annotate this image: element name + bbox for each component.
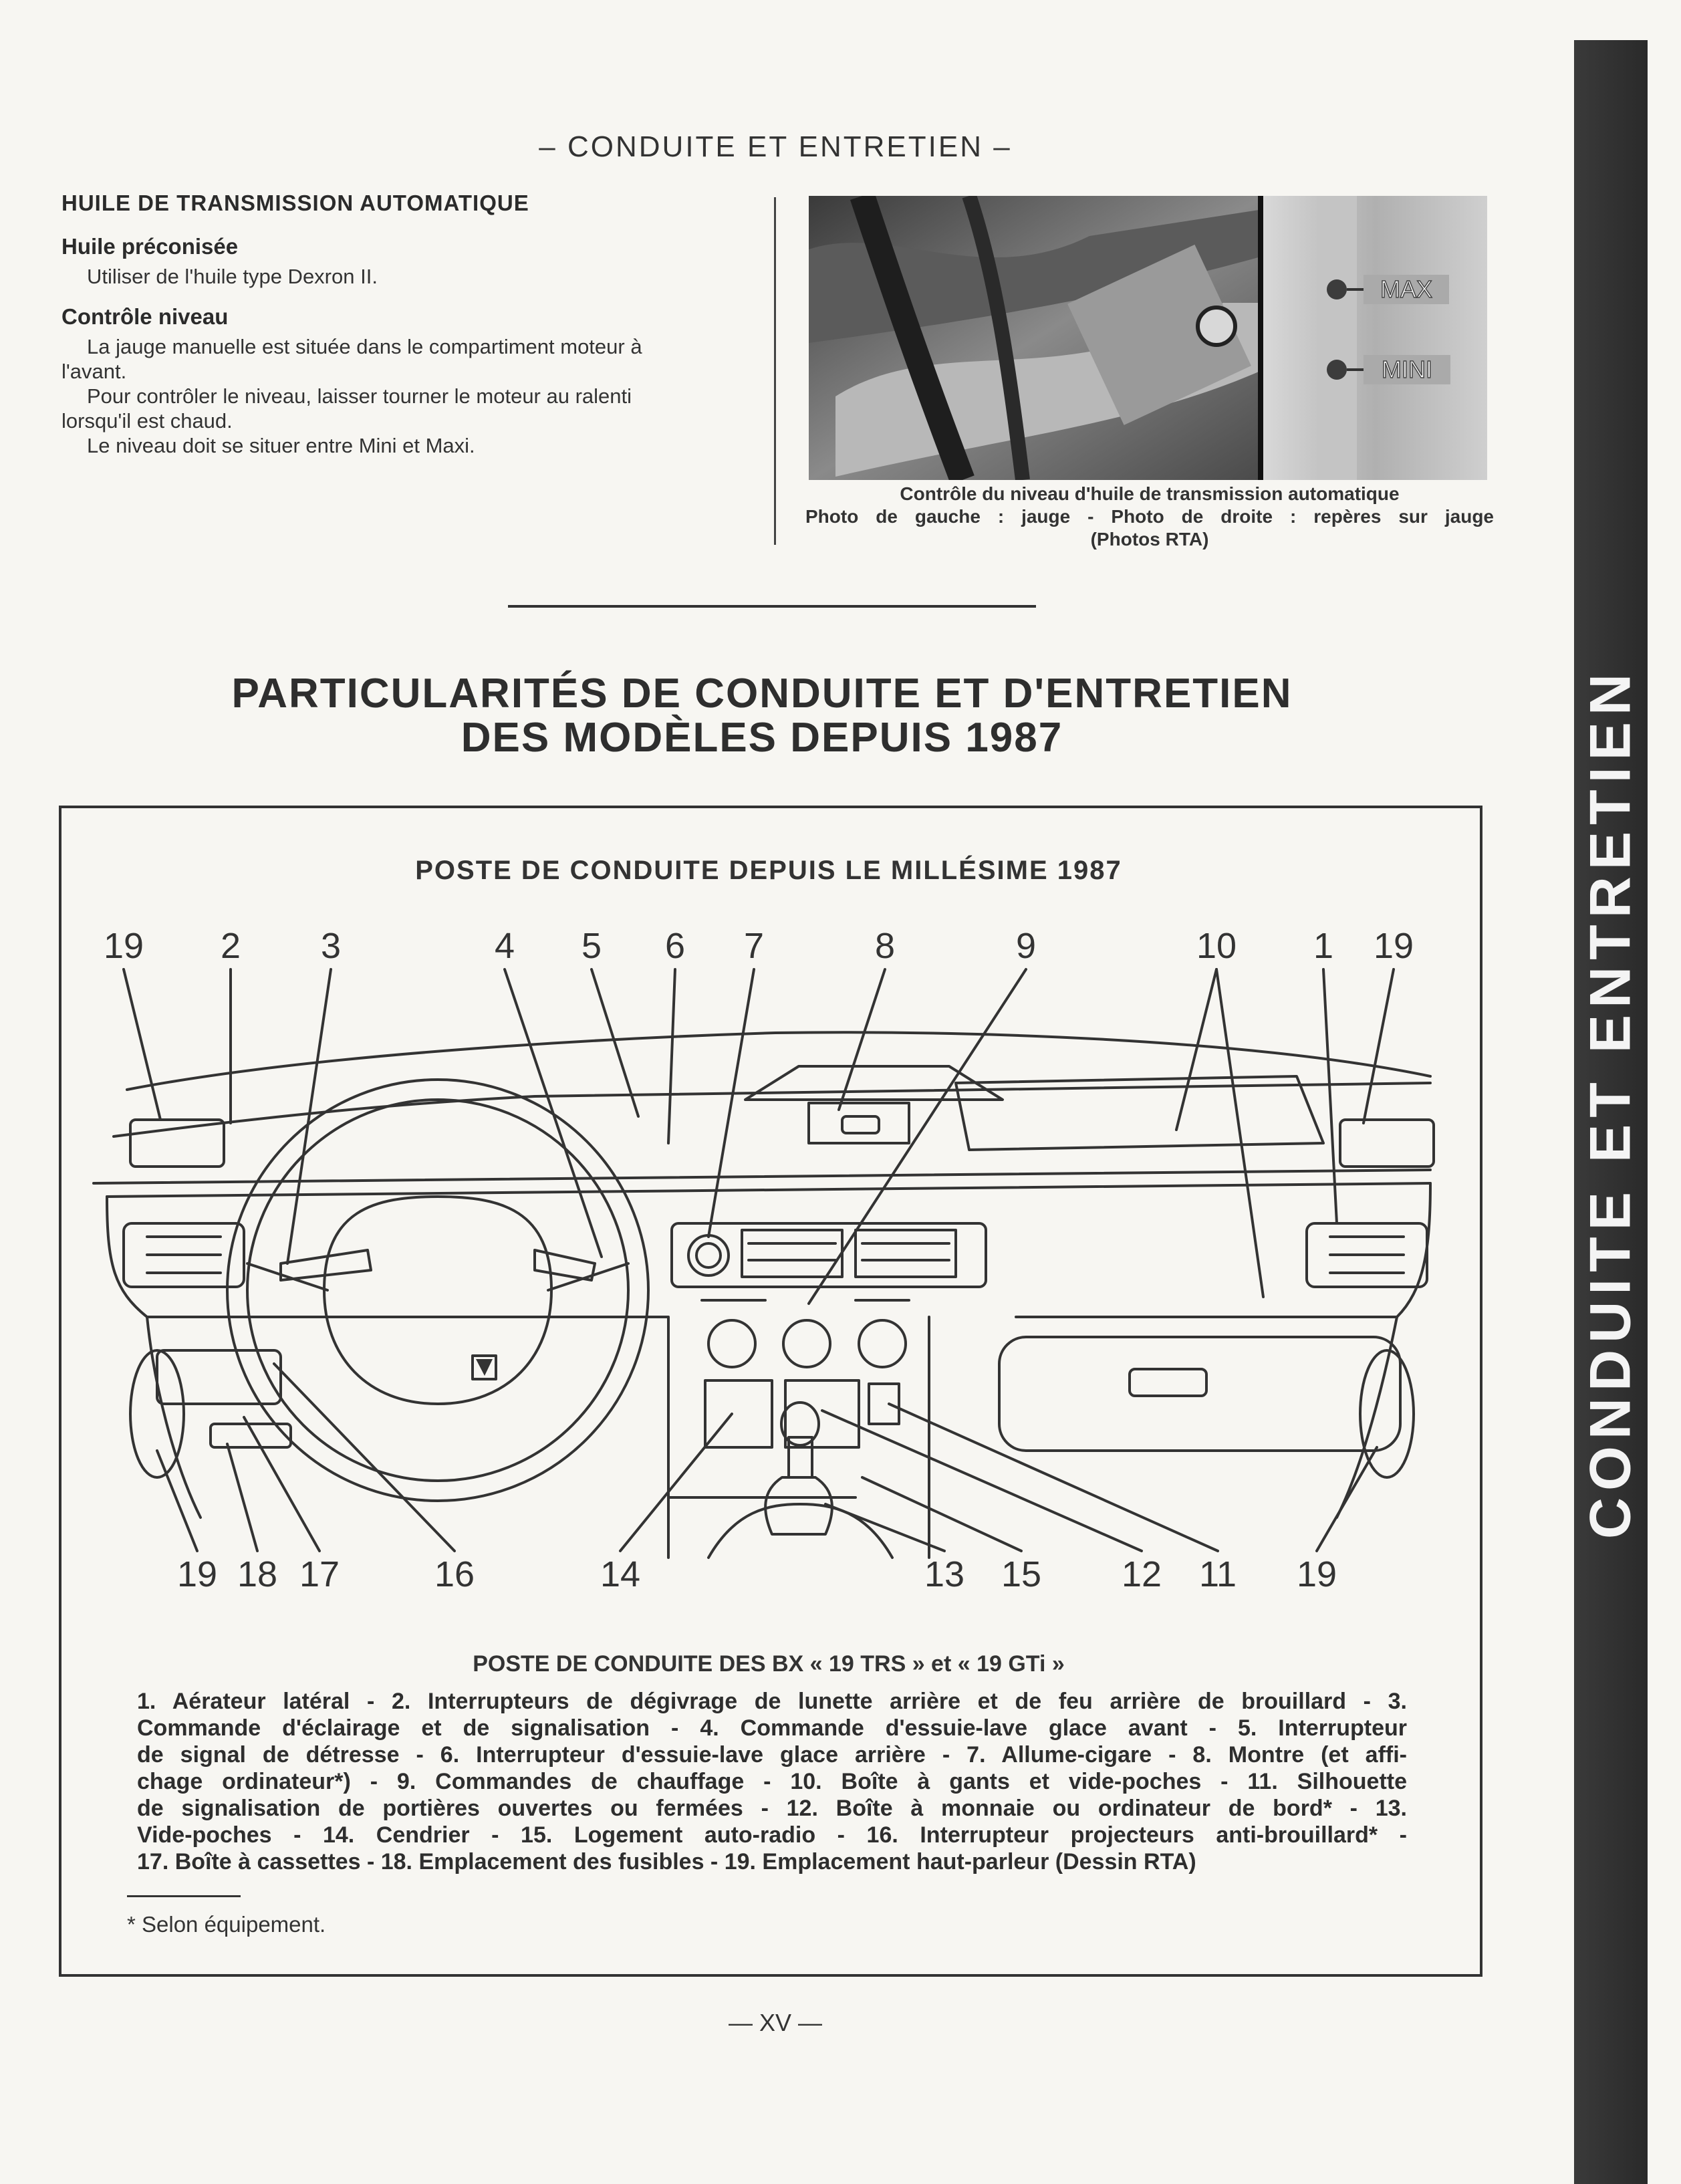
callout-label: 16 bbox=[434, 1554, 475, 1594]
callout-label: 19 bbox=[176, 1554, 218, 1594]
callout-label: 19 bbox=[1296, 1554, 1337, 1594]
column-divider bbox=[774, 197, 776, 545]
callout-label: 4 bbox=[494, 926, 515, 966]
dashboard-drawing bbox=[94, 969, 1434, 1558]
photo-caption-line: (Photos RTA) bbox=[1090, 529, 1209, 550]
callout-label: 9 bbox=[1015, 926, 1037, 966]
dipstick-photo bbox=[809, 196, 1487, 480]
level-check-line: Pour contrôler le niveau, laisser tourner le moteur au ralenti bbox=[87, 384, 632, 408]
callout-label: 11 bbox=[1198, 1554, 1237, 1594]
level-check-text bbox=[61, 334, 737, 458]
photo-caption bbox=[805, 483, 1494, 551]
callout-label: 14 bbox=[600, 1554, 641, 1594]
photo-caption-line: Contrôle du niveau d'huile de transmission automatique bbox=[900, 483, 1400, 504]
legend-line: Vide-poches - 14. Cendrier - 15. Logement auto-radio - 16. Interrupteur projecteurs anti-brouillard* - bbox=[137, 1822, 1407, 1848]
section-title bbox=[134, 672, 1390, 760]
callout-label: 8 bbox=[874, 926, 896, 966]
legend-line: Commande d'éclairage et de signalisation - 4. Commande d'essuie-lave glace avant - 5. Interrupteur bbox=[137, 1715, 1407, 1741]
callout-label: 3 bbox=[320, 926, 342, 966]
callout-label: 12 bbox=[1121, 1554, 1162, 1594]
section-title-line: DES MODÈLES DEPUIS 1987 bbox=[461, 715, 1063, 761]
diagram-title: POSTE DE CONDUITE DEPUIS LE MILLÉSIME 1987 bbox=[415, 856, 1122, 885]
level-check-line: La jauge manuelle est située dans le compartiment moteur à bbox=[87, 335, 642, 358]
legend-line: chage ordinateur*) - 9. Commandes de chauffage - 10. Boîte à gants et vide-poches - 11. Silhouette bbox=[137, 1769, 1407, 1794]
side-tab-label: CONDUITE ET ENTRETIEN bbox=[1578, 666, 1643, 1540]
callout-label: 17 bbox=[299, 1554, 340, 1594]
page-header-title: – CONDUITE ET ENTRETIEN – bbox=[539, 130, 1012, 163]
legend-line: de signalisation de portières ouvertes ou fermées - 12. Boîte à monnaie ou ordinateur de bord* - 13. bbox=[137, 1796, 1407, 1821]
footnote-rule bbox=[127, 1895, 241, 1897]
legend-line: de signal de détresse - 6. Interrupteur d'essuie-lave glace arrière - 7. Allume-cigare - 8. Montre (et affi- bbox=[137, 1742, 1407, 1768]
legend-line: 17. Boîte à cassettes - 18. Emplacement des fusibles - 19. Emplacement haut-parleur (Dessin RTA) bbox=[137, 1849, 1196, 1874]
callout-label: 2 bbox=[220, 926, 241, 966]
section-heading-transmission-oil: HUILE DE TRANSMISSION AUTOMATIQUE bbox=[61, 191, 529, 215]
level-check-line: l'avant. bbox=[61, 360, 127, 383]
callout-label: 19 bbox=[1373, 926, 1414, 966]
callout-label: 7 bbox=[743, 926, 765, 966]
citroen-logo-icon bbox=[476, 1359, 493, 1376]
mini-mark-label: MINI bbox=[1382, 356, 1432, 383]
callout-label: 6 bbox=[664, 926, 686, 966]
photo-caption-line: Photo de gauche : jauge - Photo de droite : repères sur jauge bbox=[805, 506, 1494, 527]
callout-label: 13 bbox=[924, 1554, 965, 1594]
subheading-recommended-oil: Huile préconisée bbox=[61, 234, 239, 259]
page-number: — XV — bbox=[728, 2009, 823, 2036]
level-check-line: lorsqu'il est chaud. bbox=[61, 409, 233, 433]
max-mark-label: MAX bbox=[1380, 275, 1433, 303]
dashboard-diagram bbox=[67, 916, 1477, 1624]
legend-title: POSTE DE CONDUITE DES BX « 19 TRS » et « 19 GTi » bbox=[473, 1651, 1065, 1677]
callout-label: 19 bbox=[103, 926, 144, 966]
callout-label: 10 bbox=[1196, 926, 1237, 966]
dipstick-photo-graphic bbox=[809, 196, 1487, 480]
callout-label: 5 bbox=[581, 926, 602, 966]
footnote: * Selon équipement. bbox=[127, 1912, 326, 1937]
callout-label: 15 bbox=[1001, 1554, 1042, 1594]
callout-label: 1 bbox=[1313, 926, 1334, 966]
section-title-line: PARTICULARITÉS DE CONDUITE ET D'ENTRETIEN bbox=[231, 671, 1293, 717]
level-check-line: Le niveau doit se situer entre Mini et Maxi. bbox=[87, 434, 475, 457]
subheading-level-check: Contrôle niveau bbox=[61, 304, 229, 329]
legend-line: 1. Aérateur latéral - 2. Interrupteurs de dégivrage de lunette arrière et de feu arrière de brouillard - 3. bbox=[137, 1689, 1407, 1714]
recommended-oil-text: Utiliser de l'huile type Dexron II. bbox=[87, 265, 378, 288]
section-separator bbox=[508, 605, 1036, 608]
callout-label: 18 bbox=[237, 1554, 278, 1594]
legend-text bbox=[137, 1688, 1407, 1875]
